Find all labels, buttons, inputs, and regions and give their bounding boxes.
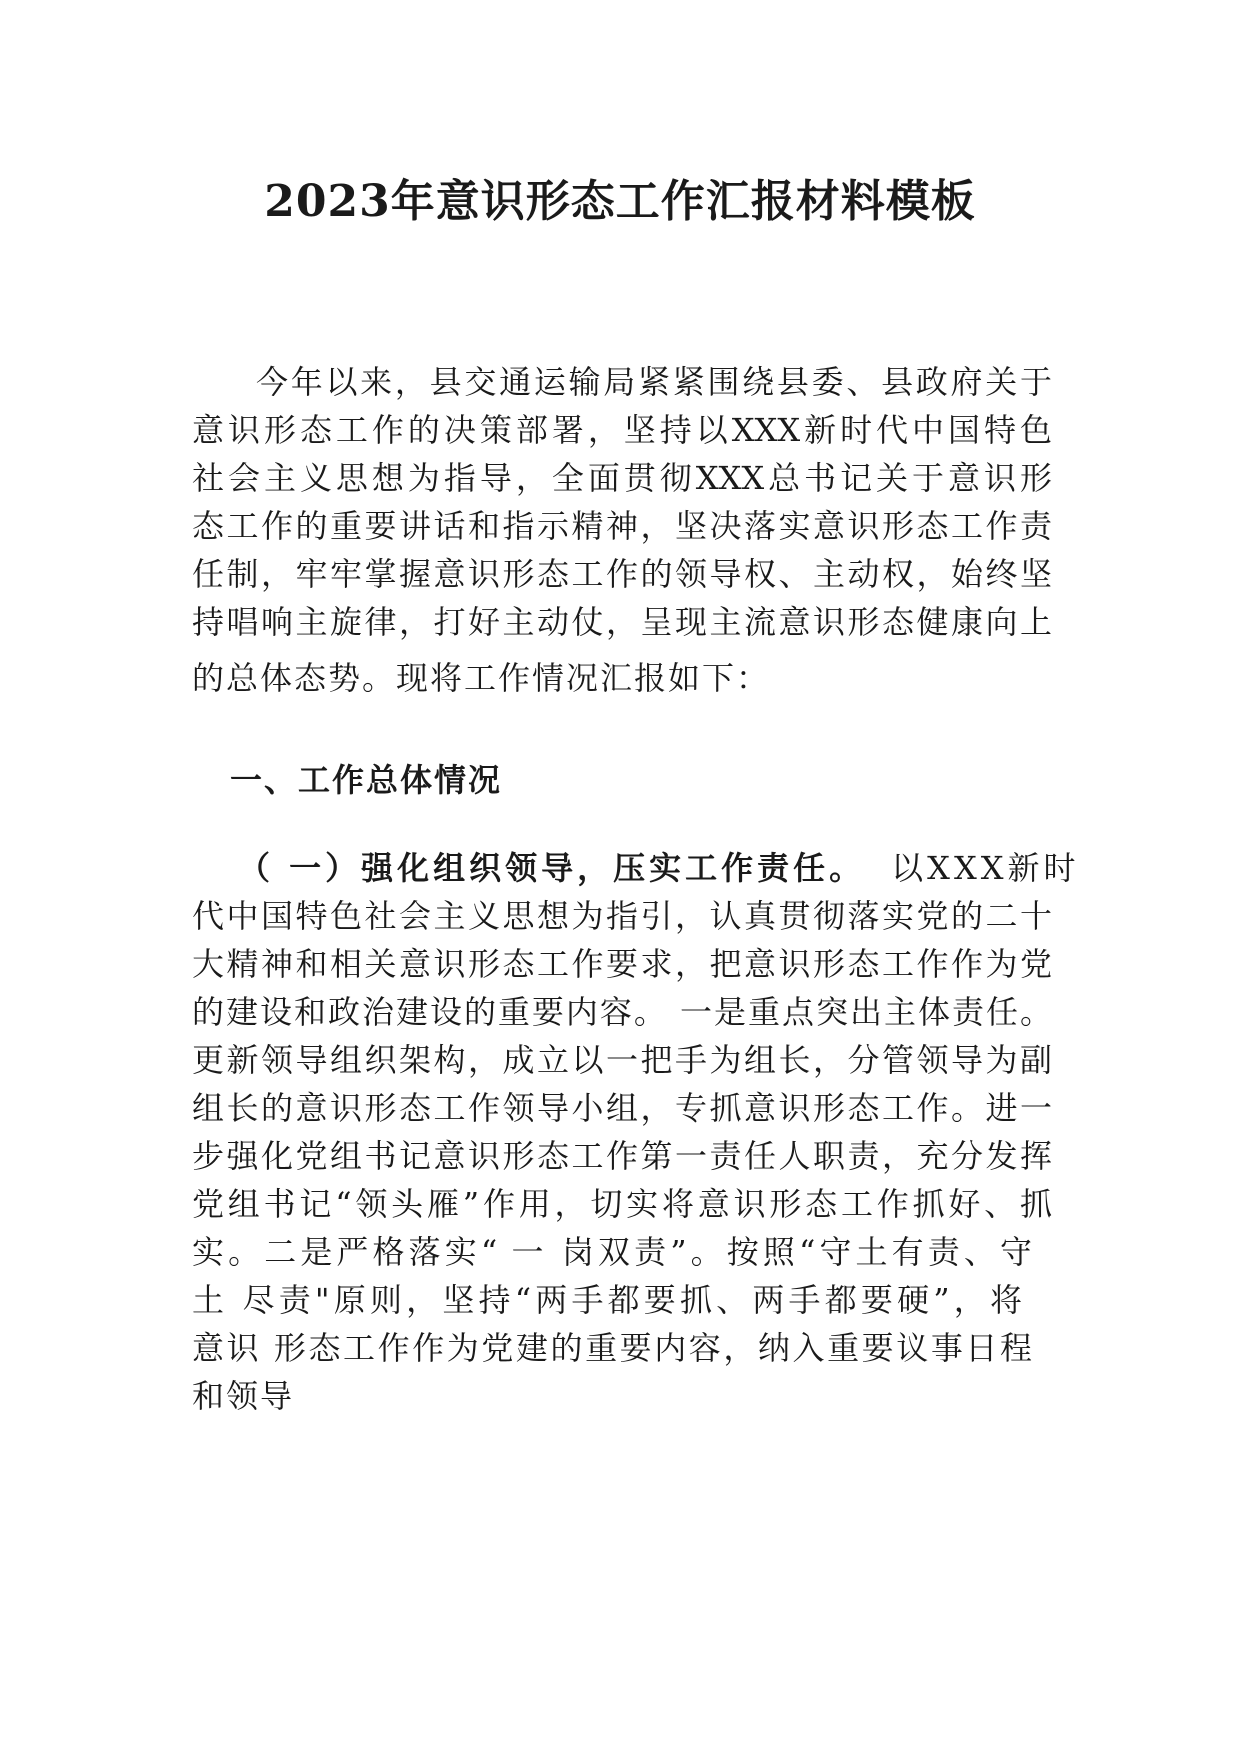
intro-line-6: 持唱响主旋律，打好主动仗，呈现主流意识形态健康向上 bbox=[192, 603, 1052, 641]
body-line-7: 党组书记“领头雁”作用，切实将意识形态工作抓好、抓 bbox=[192, 1185, 1052, 1223]
intro-line-3: 社会主义思想为指导，全面贯彻XXX总书记关于意识形 bbox=[192, 459, 1052, 497]
body-line-4: 更新领导组织架构，成立以一把手为组长，分管领导为副 bbox=[192, 1041, 1052, 1079]
body-line-8: 实。二是严格落实“ 一 岗双责”。按照“守土有责、守 bbox=[192, 1233, 1032, 1271]
intro-line-4: 态工作的重要讲话和指示精神，坚决落实意识形态工作责 bbox=[192, 507, 1052, 545]
intro-line-5: 任制，牢牢掌握意识形态工作的领导权、主动权，始终坚 bbox=[192, 555, 1052, 593]
intro-line-1: 今年以来，县交通运输局紧紧围绕县委、县政府关于 bbox=[256, 363, 1052, 401]
body-line-9: 土 尽责"原则，坚持“两手都要抓、两手都要硬”，将 bbox=[192, 1281, 1022, 1319]
body-line-6: 步强化党组书记意识形态工作第一责任人职责，充分发挥 bbox=[192, 1137, 1052, 1175]
body-line-3: 的建设和政治建设的重要内容。 一是重点突出主体责任。 bbox=[192, 993, 1052, 1031]
section-heading: 一、工作总体情况 bbox=[230, 761, 503, 799]
body-line-10: 意识 形态工作作为党建的重要内容，纳入重要议事日程 bbox=[192, 1329, 1032, 1367]
intro-line-7: 的总体态势。现将工作情况汇报如下： bbox=[192, 659, 771, 697]
subsection-heading: （ 一）强化组织领导，压实工作责任。 bbox=[238, 849, 866, 887]
subsection-first-line bbox=[238, 848, 1080, 888]
body-line-5: 组长的意识形态工作领导小组，专抓意识形态工作。进一 bbox=[192, 1089, 1052, 1127]
subsection-first-tail: 以XXX新时 bbox=[891, 849, 1080, 887]
body-line-2: 大精神和相关意识形态工作要求，把意识形态工作作为党 bbox=[192, 945, 1052, 983]
body-line-11: 和领导 bbox=[192, 1377, 295, 1415]
document-title: 2023年意识形态工作汇报材料模板 bbox=[264, 176, 976, 227]
intro-line-2: 意识形态工作的决策部署，坚持以XXX新时代中国特色 bbox=[192, 411, 1052, 449]
body-line-1: 代中国特色社会主义思想为指引，认真贯彻落实党的二十 bbox=[192, 897, 1052, 935]
